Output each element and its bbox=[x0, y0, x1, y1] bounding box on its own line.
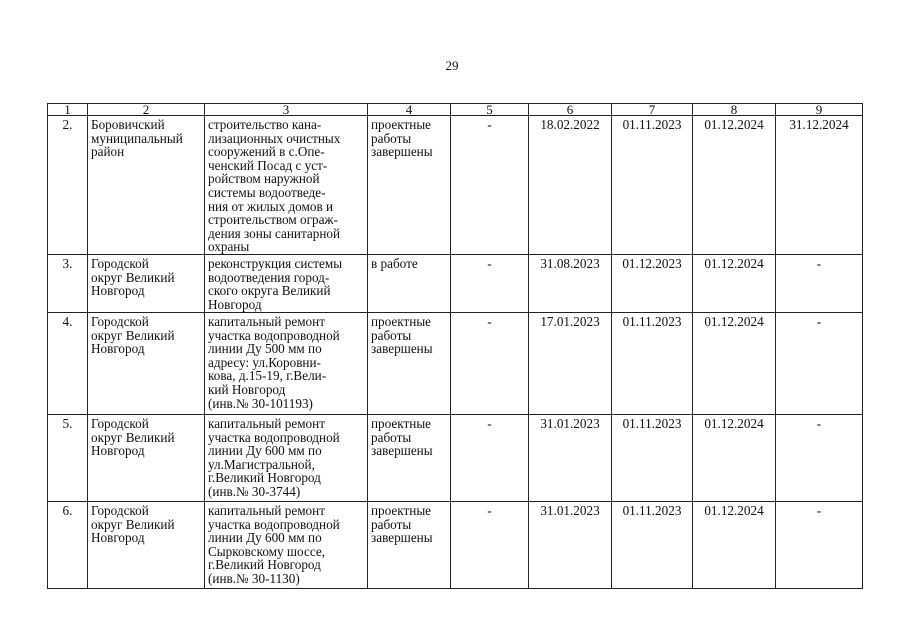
region-cell: Городской округ Великий Новгород bbox=[88, 501, 205, 588]
header-cell-8: 8 bbox=[693, 104, 776, 116]
date-cell-8: 01.12.2024 bbox=[693, 312, 776, 414]
header-cell-6: 6 bbox=[529, 104, 612, 116]
work-description-cell: капитальный ремонт участка водопроводной линии Ду 600 мм по Сырковскому шоссе, г.Великий Новгород (инв.№ 30-1130) bbox=[205, 501, 368, 588]
header-cell-5: 5 bbox=[451, 104, 529, 116]
header-cell-7: 7 bbox=[612, 104, 693, 116]
date-cell-7: 01.11.2023 bbox=[612, 414, 693, 501]
header-cell-3: 3 bbox=[205, 104, 368, 116]
date-cell-9: - bbox=[776, 312, 863, 414]
table-row bbox=[48, 116, 863, 255]
status-cell: проектные работы завершены bbox=[368, 414, 451, 501]
date-cell-9: 31.12.2024 bbox=[776, 116, 863, 255]
date-cell-7: 01.11.2023 bbox=[612, 116, 693, 255]
region-cell: Городской округ Великий Новгород bbox=[88, 312, 205, 414]
document-table bbox=[47, 103, 863, 589]
row-number: 3. bbox=[48, 254, 88, 312]
work-description-cell: капитальный ремонт участка водопроводной линии Ду 600 мм по ул.Магистральной, г.Великий Новгород (инв.№ 30-3744) bbox=[205, 414, 368, 501]
table-row bbox=[48, 312, 863, 414]
status-cell: проектные работы завершены bbox=[368, 312, 451, 414]
table-row bbox=[48, 414, 863, 501]
row-number: 4. bbox=[48, 312, 88, 414]
date-cell-7: 01.11.2023 bbox=[612, 312, 693, 414]
date-cell-8: 01.12.2024 bbox=[693, 414, 776, 501]
column-5-cell: - bbox=[451, 501, 529, 588]
column-5-cell: - bbox=[451, 312, 529, 414]
date-cell-6: 17.01.2023 bbox=[529, 312, 612, 414]
date-cell-6: 31.01.2023 bbox=[529, 501, 612, 588]
date-cell-8: 01.12.2024 bbox=[693, 254, 776, 312]
header-cell-9: 9 bbox=[776, 104, 863, 116]
row-number: 6. bbox=[48, 501, 88, 588]
date-cell-6: 18.02.2022 bbox=[529, 116, 612, 255]
work-description-cell: реконструкция системы водоотведения город- ского округа Великий Новгород bbox=[205, 254, 368, 312]
column-5-cell: - bbox=[451, 116, 529, 255]
region-cell: Городской округ Великий Новгород bbox=[88, 254, 205, 312]
page-number: 29 bbox=[445, 58, 459, 73]
date-cell-9: - bbox=[776, 501, 863, 588]
table-row bbox=[48, 254, 863, 312]
date-cell-8: 01.12.2024 bbox=[693, 116, 776, 255]
status-cell: в работе bbox=[368, 254, 451, 312]
table-row bbox=[48, 501, 863, 588]
header-row bbox=[48, 104, 863, 116]
date-cell-6: 31.01.2023 bbox=[529, 414, 612, 501]
header-cell-4: 4 bbox=[368, 104, 451, 116]
region-cell: Боровичский муниципальный район bbox=[88, 116, 205, 255]
column-5-cell: - bbox=[451, 254, 529, 312]
region-cell: Городской округ Великий Новгород bbox=[88, 414, 205, 501]
date-cell-9: - bbox=[776, 254, 863, 312]
header-cell-2: 2 bbox=[88, 104, 205, 116]
date-cell-9: - bbox=[776, 414, 863, 501]
row-number: 5. bbox=[48, 414, 88, 501]
work-description-cell: капитальный ремонт участка водопроводной линии Ду 500 мм по адресу: ул.Коровни- кова, д.15-19, г.Вели- кий Новгород (инв.№ 30-101193) bbox=[205, 312, 368, 414]
row-number: 2. bbox=[48, 116, 88, 255]
header-cell-1: 1 bbox=[48, 104, 88, 116]
work-description-cell: строительство кана- лизационных очистных сооружений в с.Опе- ченский Посад с уст- ройством наружной системы водоотведе- ния от жилых домов и строительством ограж- дения зоны санитарной охраны bbox=[205, 116, 368, 255]
date-cell-7: 01.11.2023 bbox=[612, 501, 693, 588]
date-cell-6: 31.08.2023 bbox=[529, 254, 612, 312]
status-cell: проектные работы завершены bbox=[368, 501, 451, 588]
column-5-cell: - bbox=[451, 414, 529, 501]
status-cell: проектные работы завершены bbox=[368, 116, 451, 255]
date-cell-8: 01.12.2024 bbox=[693, 501, 776, 588]
date-cell-7: 01.12.2023 bbox=[612, 254, 693, 312]
